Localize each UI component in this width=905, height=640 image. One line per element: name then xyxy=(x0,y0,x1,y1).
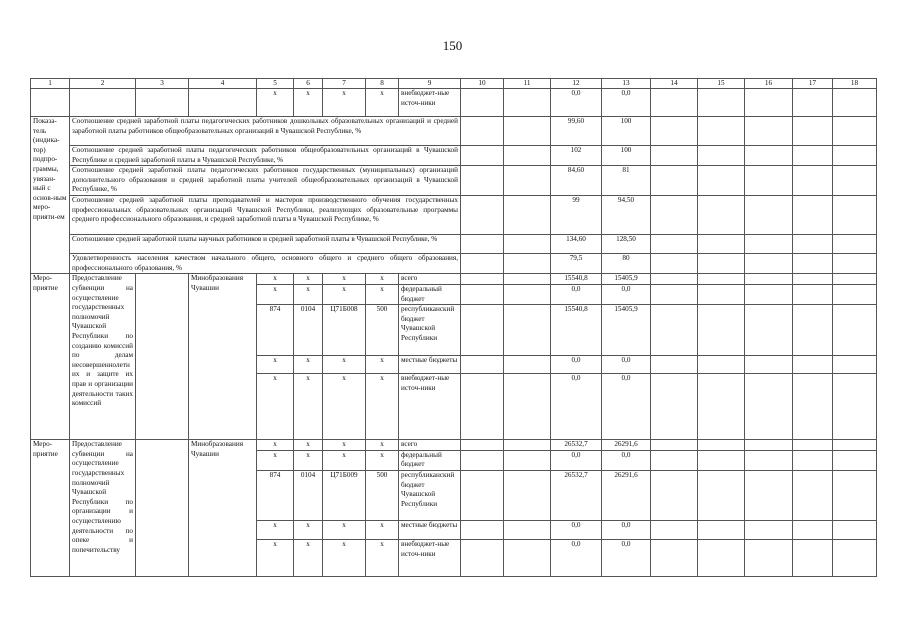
code-cell: 500 xyxy=(366,305,399,356)
code-cell: x xyxy=(366,274,399,285)
empty-cell xyxy=(793,89,833,117)
value-cell: 0,0 xyxy=(551,450,602,470)
empty-cell xyxy=(833,374,877,440)
indicator-text: Соотношение средней заработной платы преподавателей и мастеров производственного обучения государственных профессиональных образовательных организаций Чувашской Республики, реализующих образовательные программы среднего профессионального образования, и средней заработной платы в Чувашской Республике, % xyxy=(70,196,461,235)
code-cell: x xyxy=(294,520,323,539)
code-cell: x xyxy=(323,440,366,451)
code-cell: x xyxy=(323,374,366,440)
code-cell: x xyxy=(366,284,399,304)
value-cell: 0,0 xyxy=(551,374,602,440)
empty-cell xyxy=(745,196,793,235)
empty-cell xyxy=(461,520,504,539)
empty-cell xyxy=(651,117,698,146)
empty-cell xyxy=(745,117,793,146)
empty-cell xyxy=(461,356,504,374)
value-cell: 15405,9 xyxy=(602,274,651,285)
empty-cell xyxy=(651,284,698,304)
empty-cell xyxy=(833,450,877,470)
column-number: 6 xyxy=(294,79,323,89)
empty-cell xyxy=(504,146,551,166)
empty-cell xyxy=(698,166,745,196)
empty-cell xyxy=(651,166,698,196)
empty-cell xyxy=(504,196,551,235)
empty-cell xyxy=(793,254,833,274)
empty-cell xyxy=(504,440,551,451)
value-cell: 80 xyxy=(602,254,651,274)
empty-cell xyxy=(698,284,745,304)
value-cell: 102 xyxy=(551,146,602,166)
code-cell: x xyxy=(366,440,399,451)
funding-source: местные бюджеты xyxy=(399,520,461,539)
empty-cell xyxy=(461,305,504,356)
measure-row xyxy=(31,274,877,285)
empty-cell xyxy=(698,356,745,374)
empty-cell xyxy=(70,89,136,117)
column-number: 3 xyxy=(136,79,189,89)
empty-cell xyxy=(793,374,833,440)
value-cell: 99 xyxy=(551,196,602,235)
code-cell: x xyxy=(366,520,399,539)
value-cell: 84,60 xyxy=(551,166,602,196)
empty-cell xyxy=(651,374,698,440)
empty-cell xyxy=(833,89,877,117)
empty-cell xyxy=(504,520,551,539)
empty-cell xyxy=(698,146,745,166)
indicator-row xyxy=(31,254,877,274)
column-number: 10 xyxy=(461,79,504,89)
value-cell: 26532,7 xyxy=(551,440,602,451)
empty-cell xyxy=(698,450,745,470)
empty-cell xyxy=(461,89,504,117)
funding-source: республиканский бюджет Чувашской Республики xyxy=(399,305,461,356)
empty-cell xyxy=(461,196,504,235)
empty-cell xyxy=(833,254,877,274)
empty-cell xyxy=(698,374,745,440)
empty-cell xyxy=(793,284,833,304)
indicator-text: Удовлетворенность населения качеством начального общего, основного общего и среднего общего образования, профессионального образования, % xyxy=(70,254,461,274)
value-cell: 0,0 xyxy=(602,284,651,304)
value-cell: 79,5 xyxy=(551,254,602,274)
column-number: 14 xyxy=(651,79,698,89)
empty-cell xyxy=(504,166,551,196)
empty-cell xyxy=(504,117,551,146)
empty-cell xyxy=(698,520,745,539)
program-table xyxy=(30,78,877,577)
empty-cell xyxy=(698,89,745,117)
empty-cell xyxy=(833,146,877,166)
code-cell: x xyxy=(257,284,294,304)
funding-source: всего xyxy=(399,274,461,285)
empty-cell xyxy=(833,440,877,451)
indicator-row xyxy=(31,117,877,146)
indicator-label: Показа-тель (индика-тор) подпро-граммы, увязан-ный с основ-ным меро-прияти-ем xyxy=(31,117,70,274)
code-cell: 0104 xyxy=(294,305,323,356)
code-cell: x xyxy=(323,284,366,304)
code-cell: x xyxy=(257,89,294,117)
measure-row xyxy=(31,440,877,451)
column-number: 7 xyxy=(323,79,366,89)
measure-name: Предоставление субвенции на осуществление государственных полномочий Чувашской Республики по организации и осуществлению деятельности по опеке и попечительству xyxy=(70,440,136,577)
empty-cell xyxy=(504,356,551,374)
column-number-row xyxy=(31,79,877,89)
code-cell: x xyxy=(294,89,323,117)
value-cell: 15405,9 xyxy=(602,305,651,356)
empty-cell xyxy=(833,356,877,374)
empty-cell xyxy=(504,274,551,285)
empty-cell xyxy=(745,440,793,451)
code-cell: 874 xyxy=(257,470,294,520)
empty-cell xyxy=(793,235,833,254)
column-number: 13 xyxy=(602,79,651,89)
value-cell: 0,0 xyxy=(602,539,651,576)
code-cell: x xyxy=(257,374,294,440)
empty-cell xyxy=(745,146,793,166)
empty-cell xyxy=(461,470,504,520)
indicator-text: Соотношение средней заработной платы педагогических работников общеобразовательных организаций в Чувашской Республике и средней заработной платы в Чувашской Республике, % xyxy=(70,146,461,166)
indicator-row xyxy=(31,196,877,235)
funding-source: федеральный бюджет xyxy=(399,284,461,304)
empty-cell xyxy=(745,305,793,356)
value-cell: 0,0 xyxy=(602,89,651,117)
empty-cell xyxy=(793,356,833,374)
code-cell: x xyxy=(294,450,323,470)
empty-cell xyxy=(651,254,698,274)
code-cell: x xyxy=(294,356,323,374)
empty-cell xyxy=(461,539,504,576)
empty-cell xyxy=(461,450,504,470)
code-cell: x xyxy=(257,356,294,374)
empty-cell xyxy=(136,89,189,117)
code-cell: x xyxy=(323,356,366,374)
empty-cell xyxy=(651,539,698,576)
empty-cell xyxy=(504,374,551,440)
empty-cell xyxy=(461,254,504,274)
column-number: 12 xyxy=(551,79,602,89)
empty-cell xyxy=(793,166,833,196)
value-cell: 0,0 xyxy=(551,539,602,576)
code-cell: x xyxy=(323,520,366,539)
funding-source: внебюджет-ные источ-ники xyxy=(399,539,461,576)
empty-cell xyxy=(793,539,833,576)
code-cell: x xyxy=(257,450,294,470)
empty-cell xyxy=(461,146,504,166)
empty-cell xyxy=(833,166,877,196)
value-cell: 15540,8 xyxy=(551,274,602,285)
empty-cell xyxy=(504,254,551,274)
value-cell: 128,50 xyxy=(602,235,651,254)
empty-cell xyxy=(698,117,745,146)
code-cell: x xyxy=(294,374,323,440)
empty-cell xyxy=(793,196,833,235)
empty-cell xyxy=(651,146,698,166)
empty-cell xyxy=(504,89,551,117)
code-cell: x xyxy=(257,539,294,576)
value-cell: 134,60 xyxy=(551,235,602,254)
code-cell: Ц71Б009 xyxy=(323,470,366,520)
funding-source: республиканский бюджет Чувашской Республики xyxy=(399,470,461,520)
empty-cell xyxy=(793,146,833,166)
empty-cell xyxy=(793,305,833,356)
measure-executor: Минобразования Чувашии xyxy=(189,274,257,440)
empty-cell xyxy=(698,254,745,274)
empty-cell xyxy=(833,274,877,285)
value-cell: 26532,7 xyxy=(551,470,602,520)
page-number: 150 xyxy=(442,38,463,53)
funding-source: федеральный бюджет xyxy=(399,450,461,470)
empty-cell xyxy=(651,440,698,451)
value-cell: 94,50 xyxy=(602,196,651,235)
value-cell: 99,60 xyxy=(551,117,602,146)
code-cell: x xyxy=(366,450,399,470)
code-cell: x xyxy=(257,520,294,539)
code-cell: x xyxy=(366,356,399,374)
empty-cell xyxy=(651,450,698,470)
empty-cell xyxy=(833,117,877,146)
empty-cell xyxy=(189,89,257,117)
code-cell: x xyxy=(366,89,399,117)
empty-cell xyxy=(793,450,833,470)
column-number: 8 xyxy=(366,79,399,89)
empty-cell xyxy=(745,356,793,374)
empty-cell xyxy=(461,166,504,196)
code-cell: x xyxy=(323,274,366,285)
value-cell: 0,0 xyxy=(602,450,651,470)
value-cell: 0,0 xyxy=(551,356,602,374)
empty-cell xyxy=(698,539,745,576)
empty-cell xyxy=(504,284,551,304)
empty-cell xyxy=(698,196,745,235)
empty-cell xyxy=(698,470,745,520)
empty-cell xyxy=(651,235,698,254)
empty-cell xyxy=(793,470,833,520)
indicator-text: Соотношение средней заработной платы педагогических работников государственных (муниципальных) организаций дополнительного образования и средней заработной платы учителей общеобразовательных организаций в Чувашской Республике, % xyxy=(70,166,461,196)
empty-cell xyxy=(833,284,877,304)
empty-cell xyxy=(31,89,70,117)
empty-cell xyxy=(745,470,793,520)
empty-cell xyxy=(793,440,833,451)
empty-cell xyxy=(698,440,745,451)
code-cell: x xyxy=(323,450,366,470)
empty-cell xyxy=(504,539,551,576)
code-cell: x xyxy=(294,539,323,576)
indicator-row xyxy=(31,235,877,254)
measure-name: Предоставление субвенции на осуществление государственных полномочий Чувашской Республики по созданию комиссий по делам несовершеннолетних и защите их прав и организации деятельности таких комиссий xyxy=(70,274,136,440)
indicator-row xyxy=(31,146,877,166)
value-cell: 15540,8 xyxy=(551,305,602,356)
empty-cell xyxy=(651,89,698,117)
empty-cell xyxy=(651,470,698,520)
value-cell: 0,0 xyxy=(551,520,602,539)
empty-cell xyxy=(745,284,793,304)
column-number: 5 xyxy=(257,79,294,89)
empty-cell xyxy=(745,89,793,117)
column-number: 9 xyxy=(399,79,461,89)
empty-cell xyxy=(461,440,504,451)
empty-cell xyxy=(504,470,551,520)
measure-executor: Минобразования Чувашии xyxy=(189,440,257,577)
empty-cell xyxy=(833,520,877,539)
empty-cell xyxy=(136,440,189,577)
empty-cell xyxy=(461,374,504,440)
measure-label: Меро-приятие xyxy=(31,440,70,577)
value-cell: 0,0 xyxy=(602,520,651,539)
empty-cell xyxy=(833,470,877,520)
empty-cell xyxy=(651,520,698,539)
code-cell: 874 xyxy=(257,305,294,356)
column-number: 2 xyxy=(70,79,136,89)
empty-cell xyxy=(793,520,833,539)
empty-cell xyxy=(833,196,877,235)
code-cell: x xyxy=(366,539,399,576)
empty-cell xyxy=(745,450,793,470)
empty-cell xyxy=(461,284,504,304)
code-cell: 0104 xyxy=(294,470,323,520)
code-cell: x xyxy=(257,274,294,285)
empty-cell xyxy=(745,254,793,274)
funding-source: внебюджет-ные источ-ники xyxy=(399,89,461,117)
empty-cell xyxy=(745,235,793,254)
value-cell: 0,0 xyxy=(602,374,651,440)
value-cell: 0,0 xyxy=(602,356,651,374)
value-cell: 100 xyxy=(602,146,651,166)
code-cell: x xyxy=(294,274,323,285)
empty-cell xyxy=(833,305,877,356)
empty-cell xyxy=(793,274,833,285)
column-number: 4 xyxy=(189,79,257,89)
value-cell: 81 xyxy=(602,166,651,196)
column-number: 15 xyxy=(698,79,745,89)
funding-source: всего xyxy=(399,440,461,451)
empty-cell xyxy=(651,196,698,235)
empty-cell xyxy=(745,166,793,196)
empty-cell xyxy=(504,305,551,356)
value-cell: 0,0 xyxy=(551,89,602,117)
empty-cell xyxy=(793,117,833,146)
empty-cell xyxy=(504,235,551,254)
indicator-text: Соотношение средней заработной платы научных работников и средней заработной платы в Чувашской Республике, % xyxy=(70,235,461,254)
value-cell: 26291,6 xyxy=(602,470,651,520)
measure-label: Меро-приятие xyxy=(31,274,70,440)
code-cell: x xyxy=(323,539,366,576)
code-cell: x xyxy=(294,284,323,304)
empty-cell xyxy=(136,274,189,440)
code-cell: Ц71Б008 xyxy=(323,305,366,356)
value-cell: 26291,6 xyxy=(602,440,651,451)
code-cell: x xyxy=(294,440,323,451)
funding-source: внебюджет-ные источ-ники xyxy=(399,374,461,440)
empty-cell xyxy=(745,520,793,539)
empty-cell xyxy=(833,539,877,576)
table-row xyxy=(31,89,877,117)
empty-cell xyxy=(461,274,504,285)
value-cell: 100 xyxy=(602,117,651,146)
empty-cell xyxy=(461,117,504,146)
empty-cell xyxy=(651,305,698,356)
empty-cell xyxy=(745,374,793,440)
column-number: 11 xyxy=(504,79,551,89)
empty-cell xyxy=(698,235,745,254)
empty-cell xyxy=(745,274,793,285)
code-cell: x xyxy=(366,374,399,440)
empty-cell xyxy=(504,450,551,470)
empty-cell xyxy=(651,274,698,285)
column-number: 17 xyxy=(793,79,833,89)
empty-cell xyxy=(651,356,698,374)
column-number: 1 xyxy=(31,79,70,89)
empty-cell xyxy=(833,235,877,254)
empty-cell xyxy=(461,235,504,254)
indicator-row xyxy=(31,166,877,196)
empty-cell xyxy=(698,305,745,356)
code-cell: x xyxy=(257,440,294,451)
value-cell: 0,0 xyxy=(551,284,602,304)
code-cell: 500 xyxy=(366,470,399,520)
empty-cell xyxy=(745,539,793,576)
funding-source: местные бюджеты xyxy=(399,356,461,374)
code-cell: x xyxy=(323,89,366,117)
column-number: 16 xyxy=(745,79,793,89)
empty-cell xyxy=(698,274,745,285)
column-number: 18 xyxy=(833,79,877,89)
indicator-text: Соотношение средней заработной платы педагогических работников дошкольных образовательных организаций и средней заработной платы работников общеобразовательных организаций в Чувашской Республике, % xyxy=(70,117,461,146)
